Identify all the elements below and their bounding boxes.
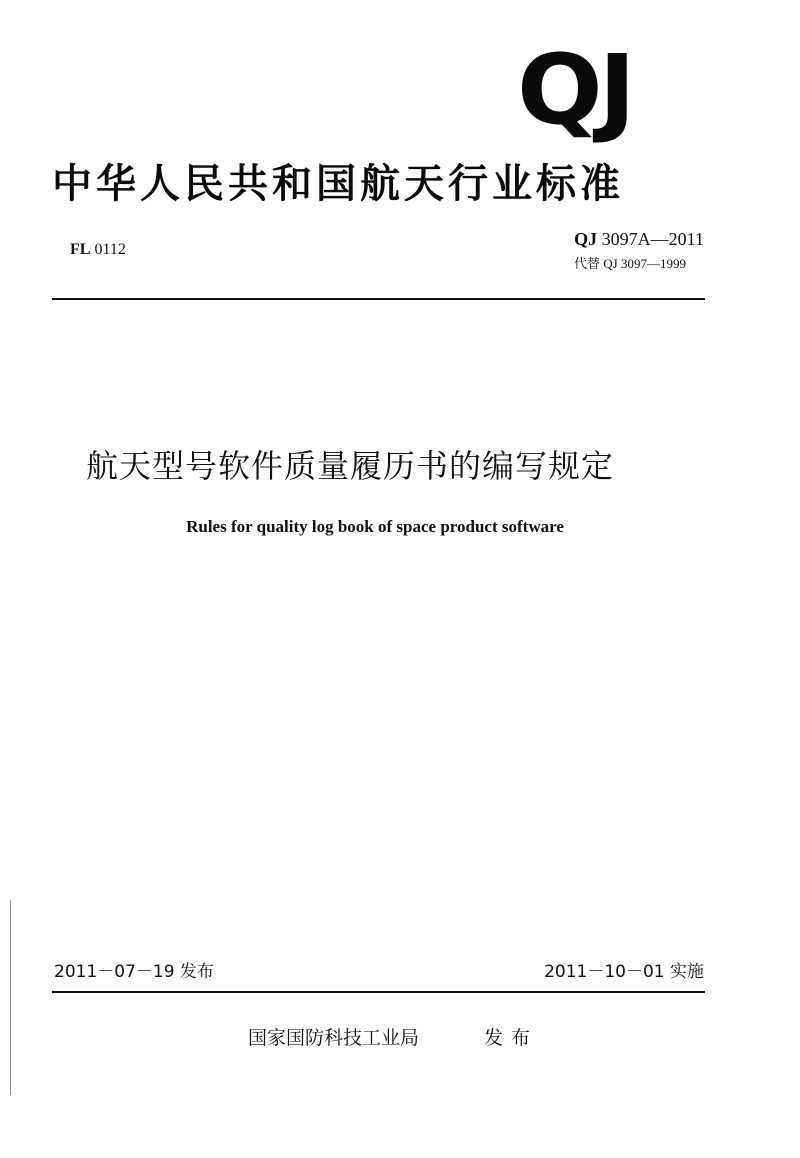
published-label: 发布 — [484, 1027, 539, 1049]
scan-edge-line — [10, 900, 11, 1095]
document-title-english: Rules for quality log book of space product software — [186, 517, 564, 536]
replaces-standard: 代替 QJ 3097—1999 — [574, 256, 686, 271]
standard-number-value: 3097A—2011 — [601, 229, 704, 249]
implementation-date: 2011－10－01 实施 — [544, 962, 704, 982]
issue-date: 2011－07－19 发布 — [54, 962, 214, 982]
standard-category-title: 中华人民共和国航天行业标准 — [52, 161, 624, 207]
document-title-chinese: 航天型号软件质量履历书的编写规定 — [86, 447, 615, 485]
header-divider — [52, 298, 705, 300]
classification-code — [70, 240, 126, 260]
standard-number-prefix: QJ — [574, 229, 598, 249]
qj-logo: QJ — [517, 34, 632, 146]
publisher-name: 国家国防科技工业局 — [248, 1027, 420, 1049]
classification-prefix: FL — [70, 241, 91, 258]
footer-divider — [52, 991, 705, 993]
standard-number — [520, 228, 704, 250]
classification-number: 0112 — [94, 241, 126, 258]
